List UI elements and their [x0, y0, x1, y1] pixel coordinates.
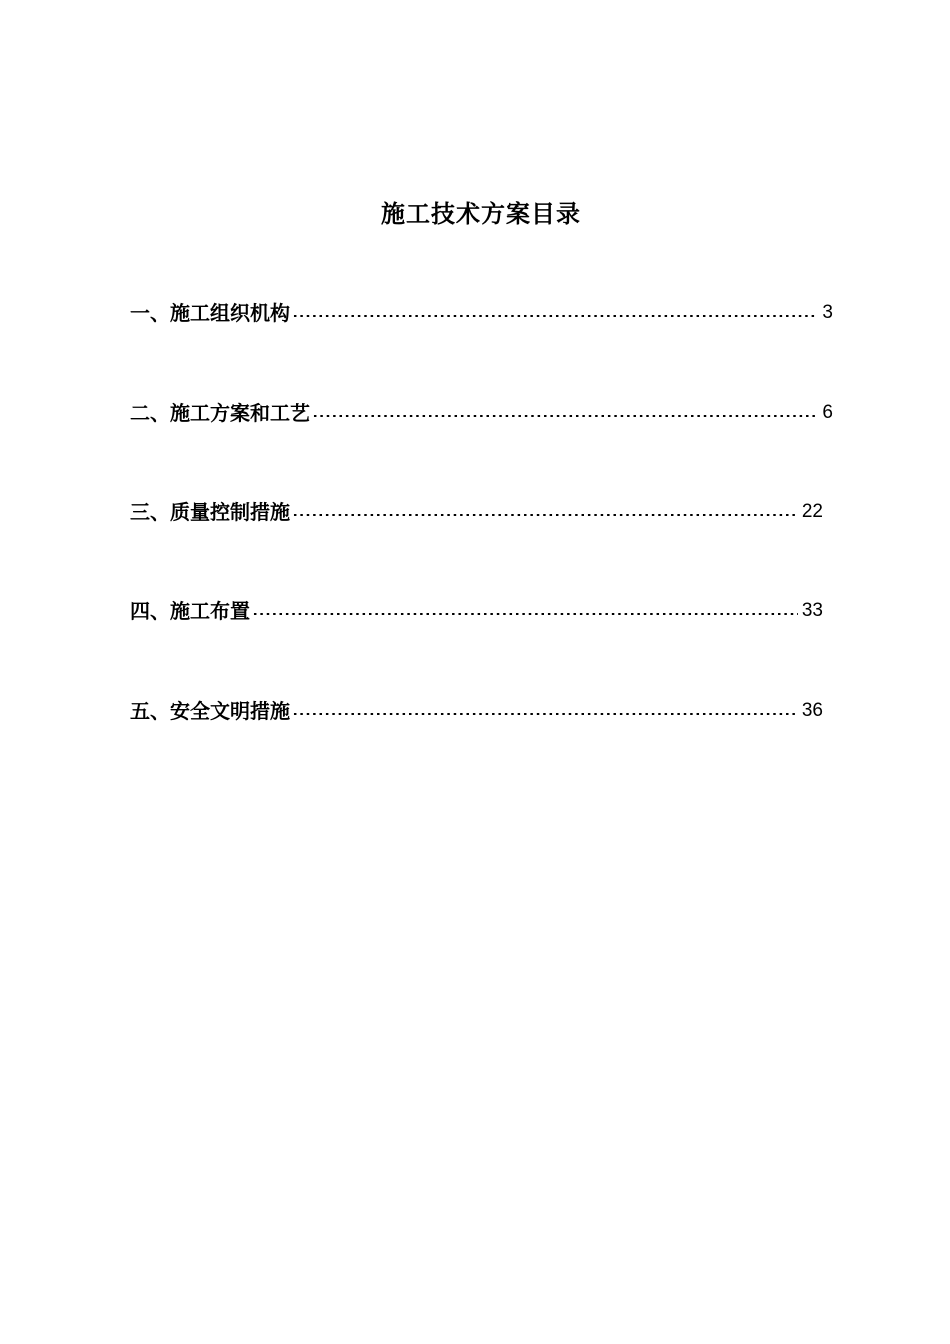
toc-entry-page-number: 22: [801, 501, 823, 522]
toc-entry-page-number: 33: [801, 600, 823, 621]
toc-entry-label: 五、安全文明措施: [130, 699, 290, 723]
toc-entry: [130, 696, 823, 726]
toc-entry-page-number: 6: [822, 402, 833, 423]
toc-entry-label: 三、质量控制措施: [130, 500, 290, 524]
toc-dot-leader: [292, 713, 798, 715]
toc-entry: [130, 398, 833, 428]
toc-entry: [130, 596, 823, 626]
toc-entry-page-number: 36: [801, 700, 823, 721]
toc-dot-leader: [292, 514, 798, 516]
page-title: 施工技术方案目录: [381, 199, 581, 228]
toc-dot-leader: [312, 415, 818, 417]
toc-entry-label: 二、施工方案和工艺: [130, 401, 310, 425]
toc-dot-leader: [252, 613, 798, 615]
toc-entry-label: 四、施工布置: [130, 599, 250, 623]
toc-entry: [130, 298, 833, 328]
toc-dot-leader: [292, 315, 818, 317]
toc-entry-label: 一、施工组织机构: [130, 301, 290, 325]
toc-entry-page-number: 3: [822, 302, 833, 323]
toc-entry: [130, 497, 823, 527]
